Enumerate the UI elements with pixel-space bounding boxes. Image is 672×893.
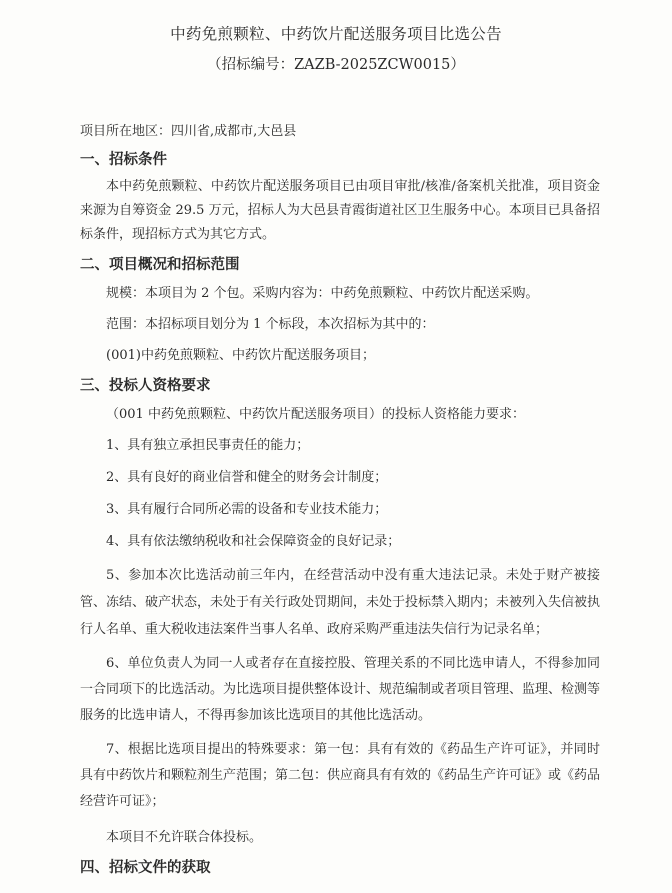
requirement-3: 3、具有履行合同所必需的设备和专业技术能力； <box>106 502 388 517</box>
section-2-scope: 范围：本招标项目划分为 1 个标段，本次招标为其中的： <box>106 317 435 332</box>
project-location: 项目所在地区：四川省,成都市,大邑县 <box>80 124 297 139</box>
document-title: 中药免煎颗粒、中药饮片配送服务项目比选公告 <box>170 25 502 43</box>
section-2-item: (001)中药免煎颗粒、中药饮片配送服务项目； <box>106 348 375 363</box>
requirement-1: 1、具有独立承担民事责任的能力； <box>106 438 310 453</box>
section-heading-1: 一、招标条件 <box>80 152 167 168</box>
document-body <box>80 118 600 880</box>
requirement-4: 4、具有依法缴纳税收和社会保障资金的良好记录； <box>106 534 401 549</box>
requirement-5: 5、参加本次比选活动前三年内，在经营活动中没有重大违法记录。未处于财产被接管、冻结、破产状态，未处于有关行政处罚期间，未处于投标禁入期内；未被列入失信被执行人名单、重大税收违法案件当事人名单、政府采购严重违法失信行为记录名单； <box>80 568 601 637</box>
section-3-intro: （001 中药免煎颗粒、中药饮片配送服务项目）的投标人资格能力要求： <box>106 407 525 422</box>
bid-number: （招标编号：ZAZB-2025ZCW0015） <box>207 57 465 73</box>
section-heading-3: 三、投标人资格要求 <box>80 378 211 394</box>
section-2-scale: 规模：本项目为 2 个包。采购内容为：中药免煎颗粒、中药饮片配送采购。 <box>106 286 539 301</box>
requirement-2: 2、具有良好的商业信誉和健全的财务会计制度； <box>106 470 388 485</box>
requirement-6: 6、单位负责人为同一人或者存在直接控股、管理关系的不同比选申请人，不得参加同一合同项下的比选活动。为比选项目提供整体设计、规范编制或者项目管理、监理、检测等服务的比选申请人，不得再参加该比选项目的其他比选活动。 <box>80 656 601 723</box>
requirement-7: 7、根据比选项目提出的特殊要求：第一包：具有有效的《药品生产许可证》，并同时具有中药饮片和颗粒剂生产范围；第二包：供应商具有有效的《药品生产许可证》或《药品经营许可证》； <box>80 742 601 809</box>
consortium-note: 本项目不允许联合体投标。 <box>106 830 263 845</box>
section-heading-4: 四、招标文件的获取 <box>80 860 211 876</box>
section-1-body: 本中药免煎颗粒、中药饮片配送服务项目已由项目审批/核准/备案机关批准，项目资金来源为自筹资金 29.5 万元，招标人为大邑县青霞街道社区卫生服务中心。本项目已具备招标条件，现招标方式为其它方式。 <box>80 179 600 242</box>
section-heading-2: 二、项目概况和招标范围 <box>80 257 240 273</box>
